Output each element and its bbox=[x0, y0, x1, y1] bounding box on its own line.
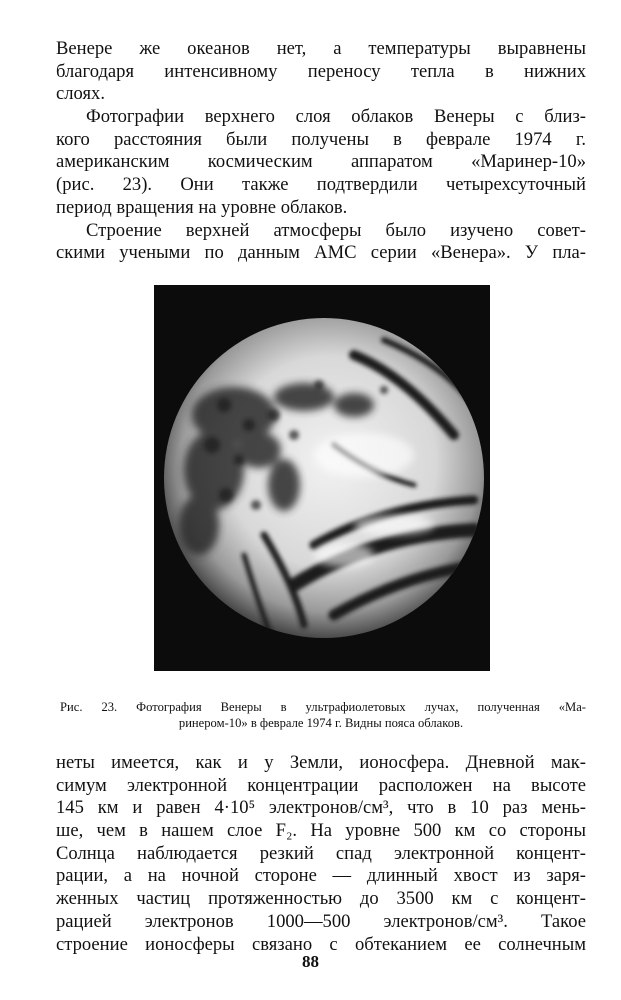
text-line: рации, а на ночной стороне — длинный хвост из заря- bbox=[56, 865, 586, 887]
text-line: американским космическим аппаратом «Маринер-10» bbox=[56, 151, 586, 173]
figure-caption bbox=[56, 699, 586, 731]
page-number: 88 bbox=[302, 952, 319, 971]
text-line: кого расстояния были получены в феврале 1974 г. bbox=[56, 128, 586, 150]
text-line: рацией электронов 1000—500 электронов/см³. Такое bbox=[56, 910, 586, 932]
text-line: строение ионосферы связано с обтеканием ее солнечным bbox=[56, 933, 586, 955]
text-line: (рис. 23). Они также подтвердили четырехсуточный bbox=[56, 174, 586, 196]
text-line: Солнца наблюдается резкий спад электронной концент- bbox=[56, 842, 586, 864]
text-line: Строение верхней атмосферы было изучено совет- bbox=[86, 219, 586, 241]
caption-line: Рис. 23. Фотография Венеры в ультрафиолетовых лучах, полученная «Ма- bbox=[60, 700, 586, 714]
text-line: симум электронной концентрации расположен на высоте bbox=[56, 774, 586, 796]
caption-line: ринером-10» в феврале 1974 г. Видны пояса облаков. bbox=[178, 716, 464, 730]
text-line: 145 км и равен 4·10⁵ электронов/см³, что в 10 раз мень- bbox=[56, 797, 586, 819]
text-block-top bbox=[56, 38, 586, 265]
text-line: женных частиц протяженностью до 3500 км с концент- bbox=[56, 888, 586, 910]
text-line: благодаря интенсивному переносу тепла в нижних bbox=[56, 60, 586, 82]
text-line: скими учеными по данным АМС серии «Венера». У пла- bbox=[56, 242, 586, 264]
text-line: Фотографии верхнего слоя облаков Венеры с близ- bbox=[86, 106, 586, 128]
text-line: неты имеется, как и у Земли, ионосфера. Дневной мак- bbox=[56, 752, 586, 773]
text-line: слоях. bbox=[56, 83, 105, 105]
text-line: ше, чем в нашем слое F₂. На уровне 500 км со стороны bbox=[56, 820, 586, 842]
text-block-bottom bbox=[56, 752, 586, 956]
venus-planet-image bbox=[154, 285, 490, 671]
text-line: период вращения на уровне облаков. bbox=[56, 196, 348, 218]
text-line: Венере же океанов нет, а температуры выравнены bbox=[56, 38, 586, 59]
venus-photo bbox=[154, 285, 490, 671]
